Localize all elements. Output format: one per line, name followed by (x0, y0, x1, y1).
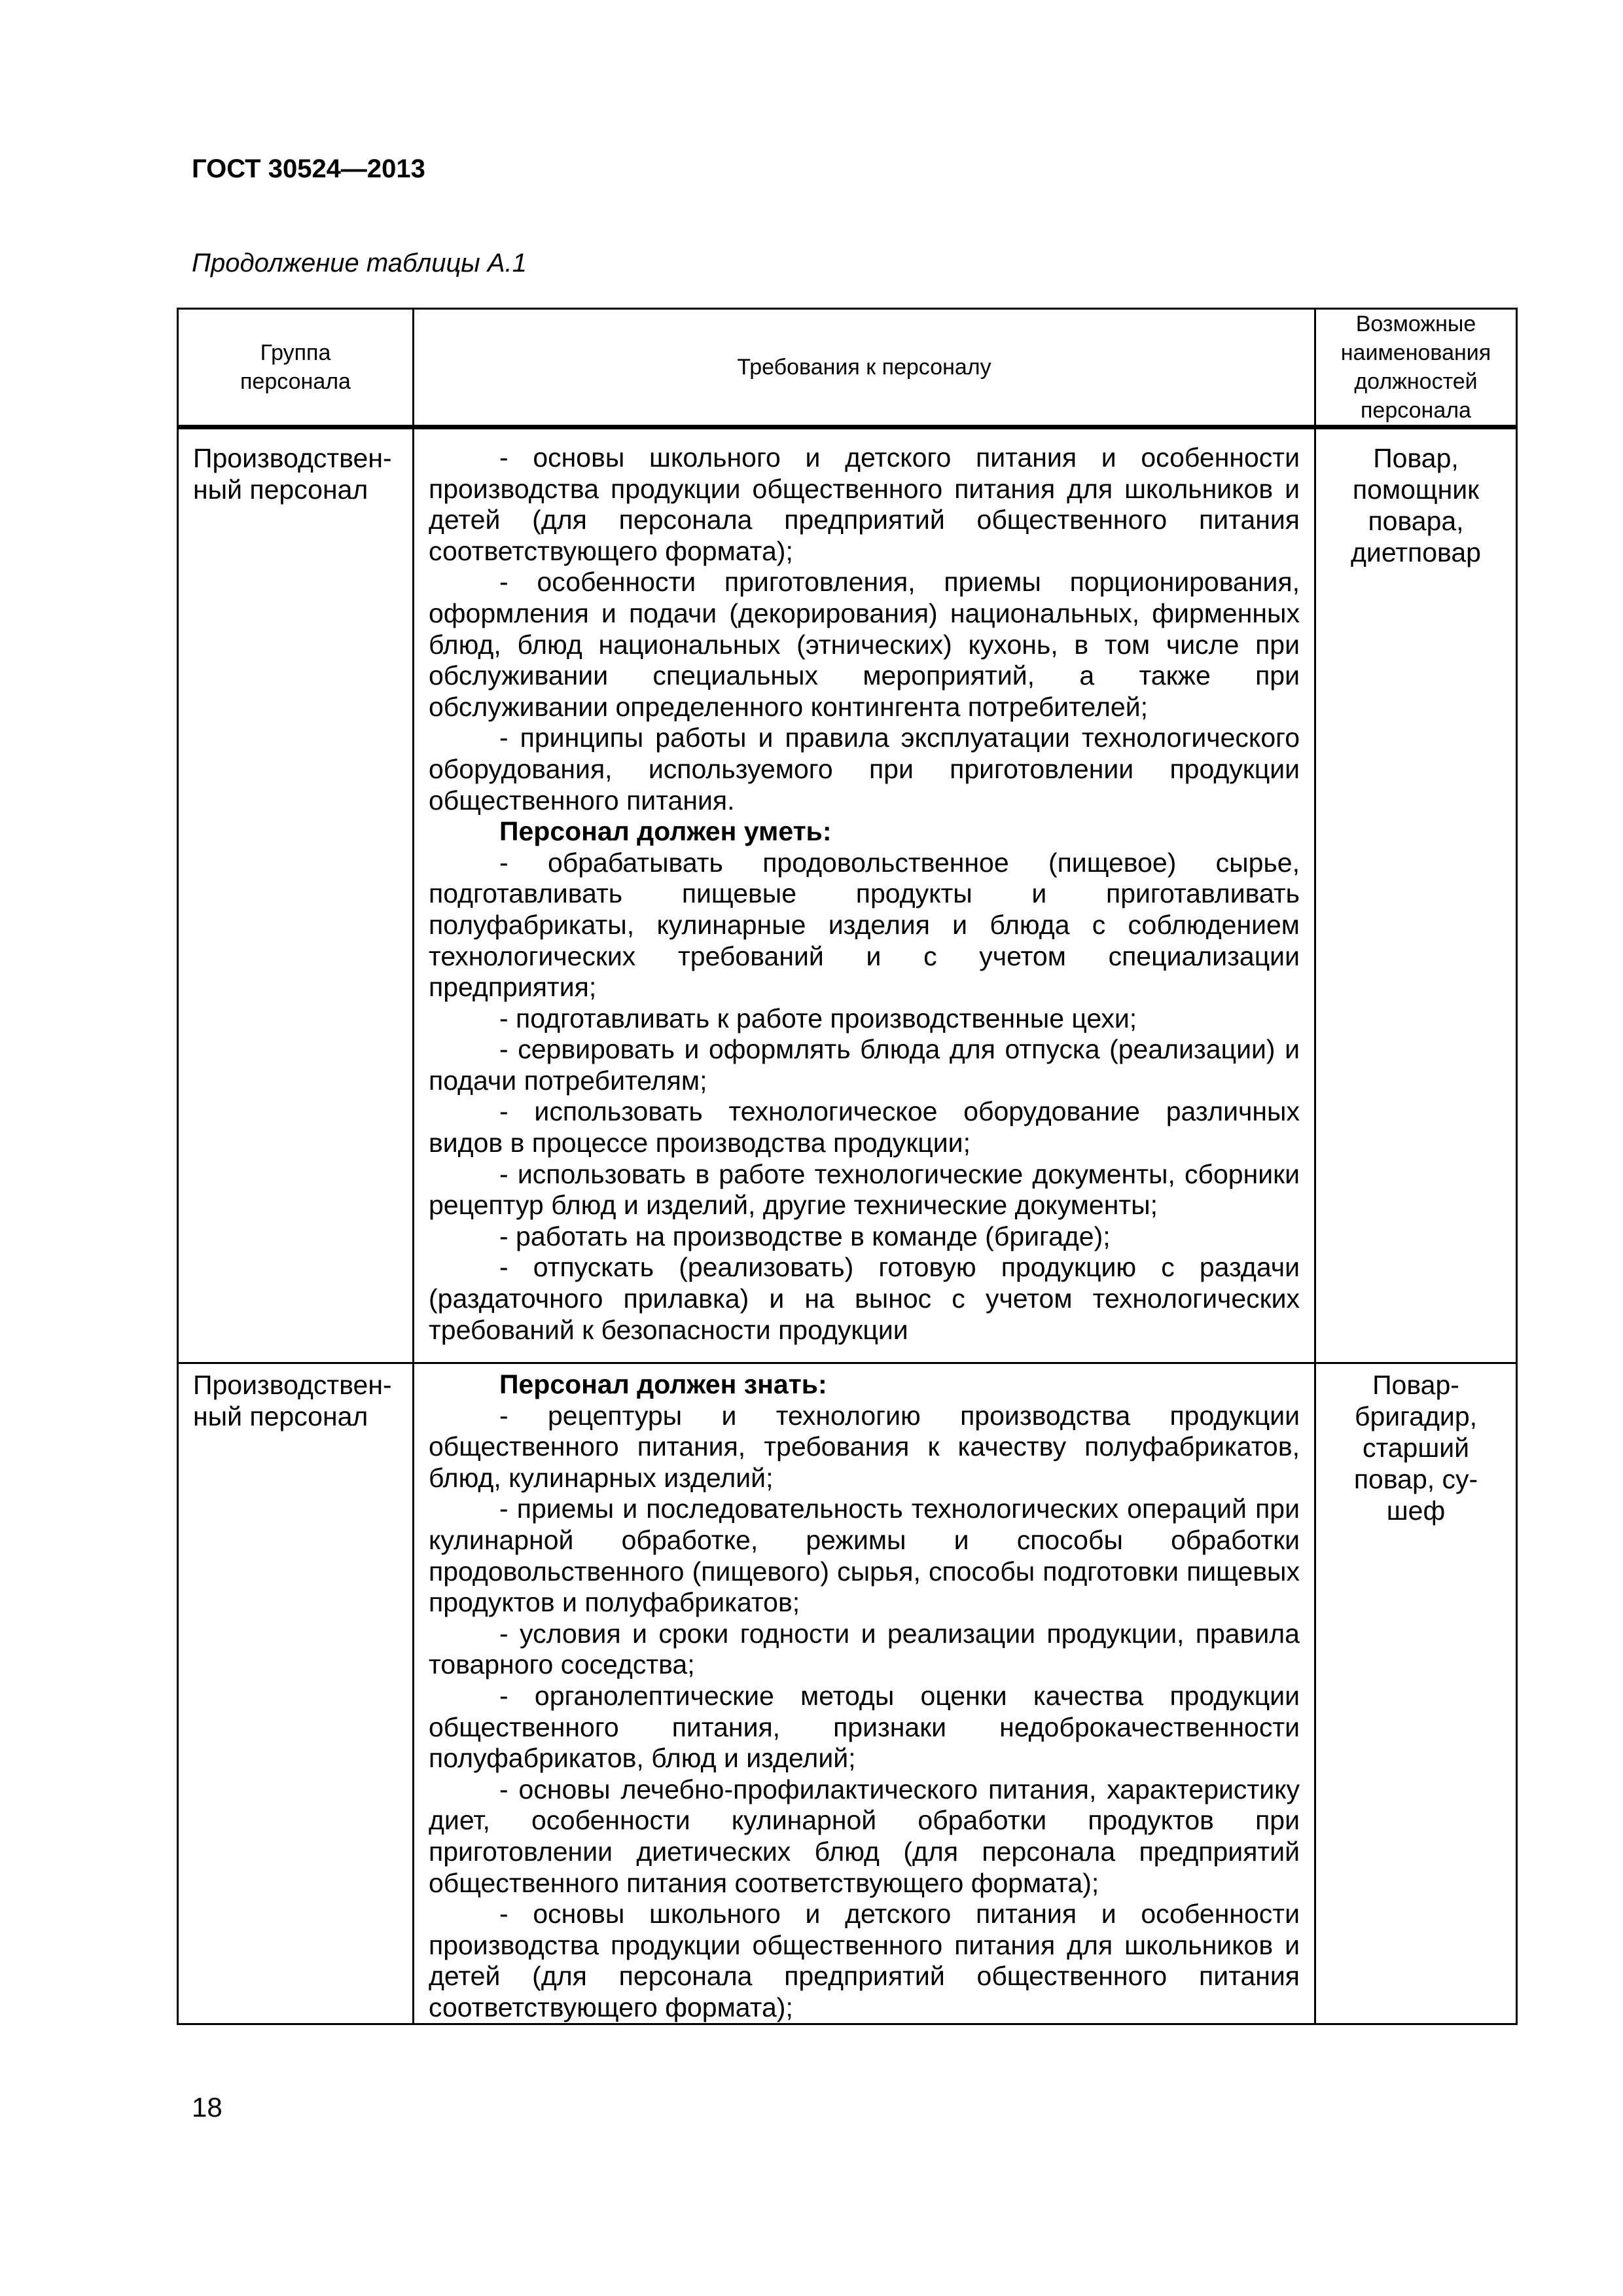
requirement-item: - приемы и последовательность технологических операций при кулинарной обработке, режимы и способы обработки продовольственного (пищевого) сырья, способы подготовки пищевых продуктов и полуфабрикатов; (429, 1494, 1300, 1618)
group-cell (178, 1363, 414, 2024)
requirement-item: - работать на производстве в команде (бригаде); (499, 1221, 1111, 1251)
requirement-item: - использовать технологическое оборудование различных видов в процессе производства продукции; (429, 1096, 1300, 1158)
positions-cell (1315, 1363, 1517, 2024)
group-label: Производствен-ный персонал (193, 1370, 392, 1431)
positions-text: Повар-бригадир, старший повар, су-шеф (1353, 1370, 1478, 1526)
personnel-requirements-table (177, 308, 1518, 2025)
requirements-cell (414, 427, 1315, 1363)
table-continuation-caption: Продолжение таблицы А.1 (192, 249, 527, 278)
table-row (178, 1363, 1517, 2024)
requirement-item: - особенности приготовления, приемы порционирования, оформления и подачи (декорирования) национальных, фирменных блюд, блюд национальных (этнических) кухонь, в том числе при обслуживании специальных мероприятий, а также при обслуживании определенного контингента потребителей; (429, 567, 1300, 722)
positions-cell (1315, 427, 1517, 1363)
requirements-text (414, 429, 1314, 1346)
requirement-item: - условия и сроки годности и реализации продукции, правила товарного соседства; (429, 1618, 1300, 1680)
header-requirements: Требования к персоналу (414, 309, 1315, 427)
requirement-item: - принципы работы и правила эксплуатации технологического оборудования, используемого при приготовлении продукции общественного питания. (429, 723, 1300, 816)
document-number: ГОСТ 30524—2013 (192, 154, 425, 183)
requirement-item: - основы школьного и детского питания и особенности производства продукции общественного питания для школьников и детей (для персонала предприятий общественного питания соответствующего формата); (429, 1899, 1300, 2022)
table-header-row (178, 309, 1517, 427)
requirement-subheading: Персонал должен знать: (499, 1369, 827, 1399)
group-label: Производствен-ный персонал (193, 443, 392, 505)
positions-text: Повар, помощник повара, диетповар (1351, 443, 1481, 567)
header-possible-positions-text: Возможные наименования должностей персонала (1340, 312, 1491, 423)
requirement-item: - отпускать (реализовать) готовую продукцию с раздачи (раздаточного прилавка) и на вынос с учетом технологических требований к безопасности продукции (429, 1252, 1300, 1345)
group-cell (178, 427, 414, 1363)
requirement-item: - подготавливать к работе производственные цехи; (499, 1003, 1137, 1033)
requirement-item: - основы школьного и детского питания и особенности производства продукции общественного питания для школьников и детей (для персонала предприятий общественного питания соответствующего формата); (429, 442, 1300, 566)
requirement-item: - основы лечебно-профилактического питания, характеристику диет, особенности кулинарной обработки продуктов при приготовлении диетических блюд (для персонала предприятий общественного питания соответствующего формата); (429, 1774, 1300, 1898)
requirement-item: - сервировать и оформлять блюда для отпуска (реализации) и подачи потребителям; (429, 1034, 1300, 1096)
header-personnel-group-text: Группа персонала (240, 340, 351, 394)
requirement-item: - использовать в работе технологические документы, сборники рецептур блюд и изделий, другие технические документы; (429, 1158, 1300, 1221)
requirement-subheading: Персонал должен уметь: (499, 816, 832, 847)
requirements-text (414, 1364, 1314, 2023)
header-personnel-group (178, 309, 414, 427)
table-row (178, 427, 1517, 1363)
header-possible-positions (1315, 309, 1517, 427)
requirement-item: - органолептические методы оценки качества продукции общественного питания, признаки недоброкачественности полуфабрикатов, блюд и изделий; (429, 1680, 1300, 1774)
requirement-item: - обрабатывать продовольственное (пищевое) сырье, подготавливать пищевые продукты и приготавливать полуфабрикаты, кулинарные изделия и блюда с соблюдением технологических требований и с учетом специализации предприятия; (429, 847, 1300, 1003)
requirement-item: - рецептуры и технологию производства продукции общественного питания, требования к качеству полуфабрикатов, блюд, кулинарных изделий; (429, 1400, 1300, 1493)
page-number: 18 (192, 2092, 223, 2123)
requirements-cell (414, 1363, 1315, 2024)
